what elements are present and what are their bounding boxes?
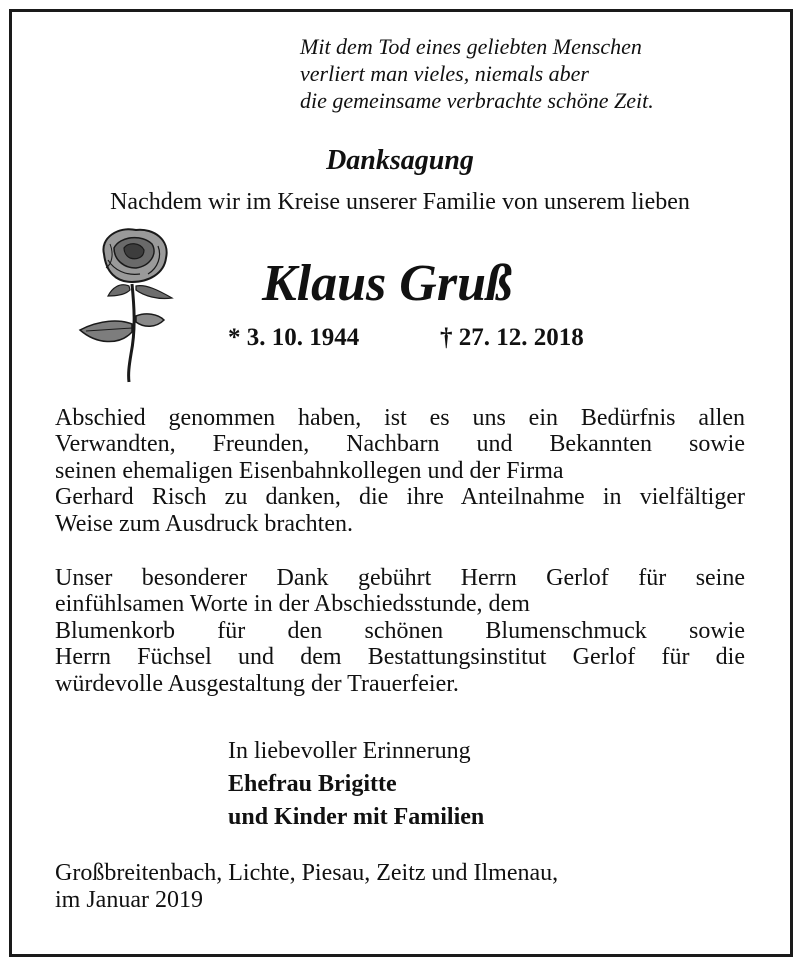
- quote-line: verliert man vieles, niemals aber: [300, 61, 589, 86]
- thanks-paragraph: [55, 405, 745, 537]
- paragraph-line: einfühlsamen Worte in der Abschiedsstunde, dem: [55, 591, 530, 618]
- paragraph-line: Gerhard Risch zu danken, die ihre Anteilnahme in vielfältiger: [55, 484, 745, 511]
- rose-icon: [74, 224, 184, 386]
- paragraph-line: Herrn Füchsel und dem Bestattungsinstitut Gerlof für die: [55, 644, 745, 671]
- signature-block: [228, 735, 484, 834]
- signature-intro: In liebevoller Erinnerung: [228, 738, 471, 764]
- special-thanks-paragraph: [55, 565, 745, 697]
- birth-date: * 3. 10. 1944: [228, 324, 360, 351]
- notice-title: Danksagung: [326, 145, 474, 176]
- signature-name: Ehefrau Brigitte: [228, 771, 397, 797]
- deceased-name: Klaus Gruß: [262, 255, 512, 312]
- closing-block: [55, 860, 558, 914]
- closing-date: im Januar 2019: [55, 887, 203, 913]
- intro-line: Nachdem wir im Kreise unserer Familie von unserem lieben: [110, 189, 690, 215]
- death-date: † 27. 12. 2018: [440, 324, 584, 351]
- quote-line: Mit dem Tod eines geliebten Menschen: [300, 34, 642, 59]
- paragraph-line: würdevolle Ausgestaltung der Trauerfeier.: [55, 670, 459, 697]
- paragraph-line: Abschied genommen haben, ist es uns ein Bedürfnis allen: [55, 405, 745, 431]
- quote-line: die gemeinsame verbrachte schöne Zeit.: [300, 88, 654, 113]
- paragraph-line: seinen ehemaligen Eisenbahnkollegen und der Firma: [55, 457, 564, 484]
- paragraph-line: Verwandten, Freunden, Nachbarn und Bekannten sowie: [55, 431, 745, 458]
- signature-family: und Kinder mit Familien: [228, 804, 485, 830]
- paragraph-line: Unser besonderer Dank gebührt Herrn Gerlof für seine: [55, 565, 745, 591]
- paragraph-line: Blumenkorb für den schönen Blumenschmuck sowie: [55, 617, 745, 644]
- epigraph-quote: [300, 33, 654, 114]
- paragraph-line: Weise zum Ausdruck brachten.: [55, 510, 353, 537]
- closing-places: Großbreitenbach, Lichte, Piesau, Zeitz und Ilmenau,: [55, 860, 559, 886]
